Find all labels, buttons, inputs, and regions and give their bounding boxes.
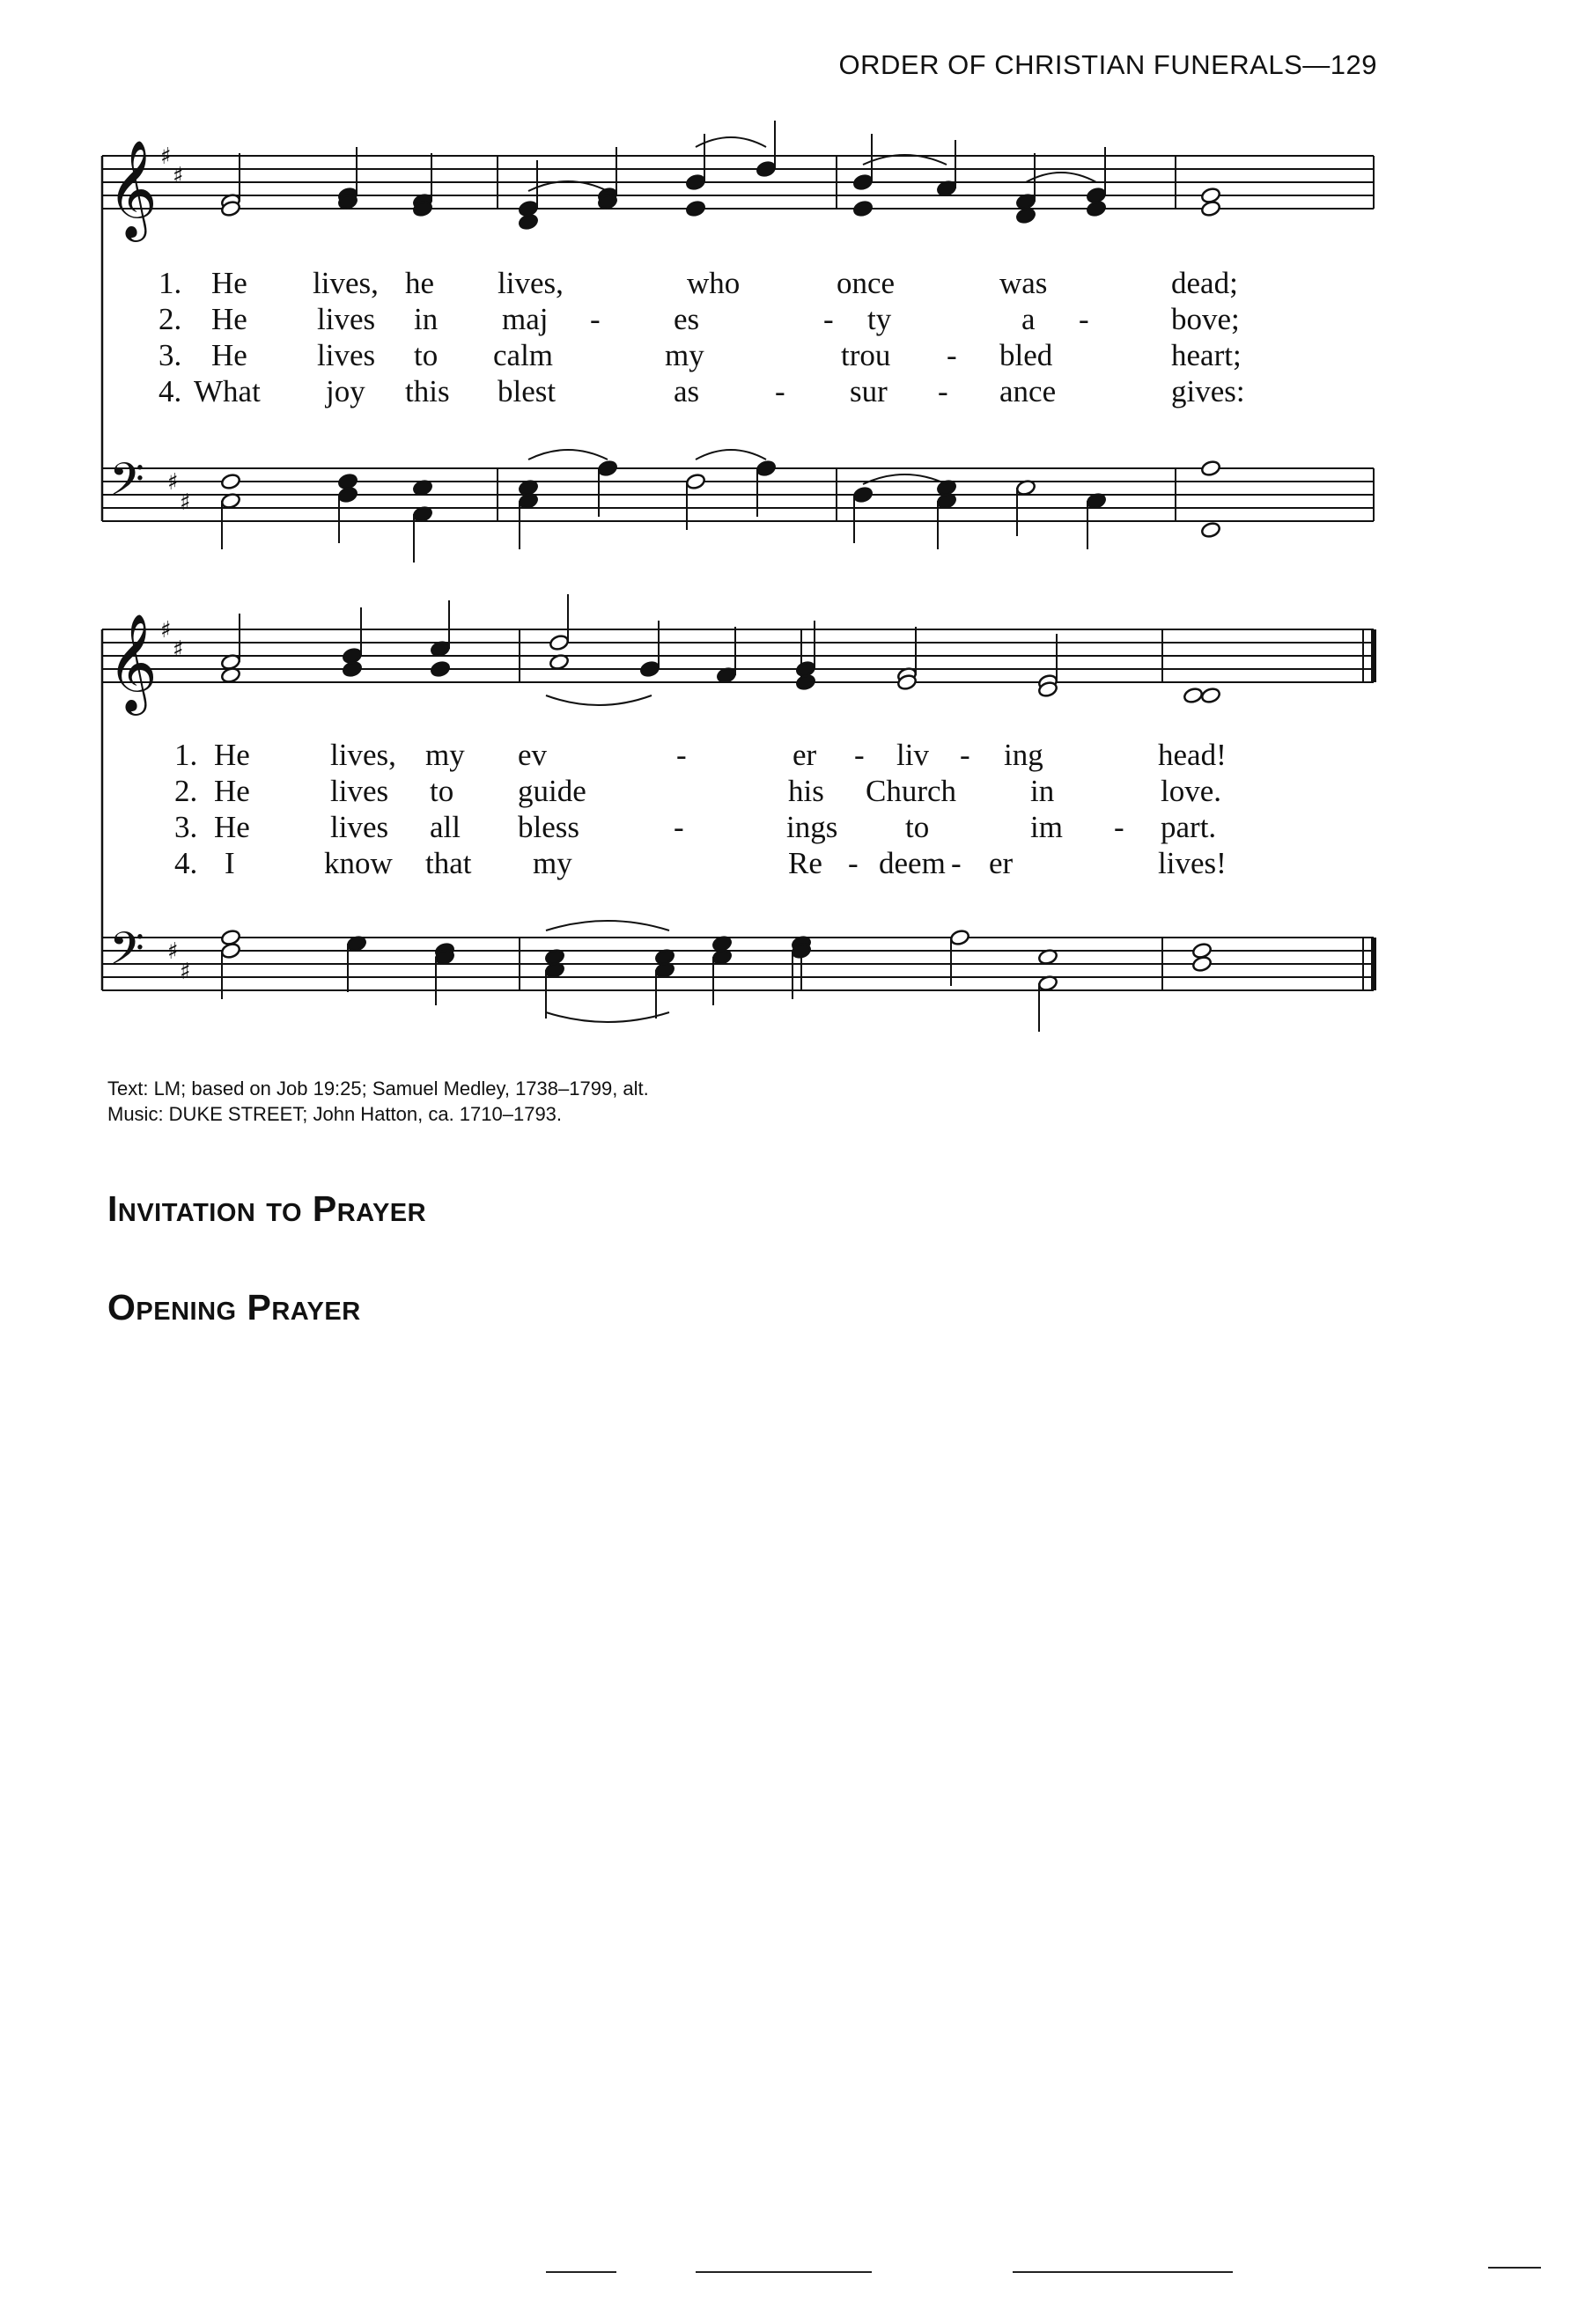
sharp-sign: ♯: [173, 163, 184, 189]
lyric-syllable: to: [414, 338, 439, 372]
lyric-syllable: love.: [1161, 774, 1222, 808]
lyric-syllable: head!: [1158, 738, 1227, 772]
lyric-syllable: in: [414, 302, 439, 336]
note-head: [756, 160, 777, 178]
sharp-sign: ♯: [167, 938, 179, 965]
note-head: [549, 634, 570, 651]
sharp-sign: ♯: [180, 489, 191, 516]
lyric-syllable: my: [533, 846, 572, 880]
lyric-syllable: -: [1114, 810, 1124, 844]
lyric-syllable: in: [1030, 774, 1055, 808]
lyric-syllable: -: [674, 810, 684, 844]
lyric-syllable: -: [775, 374, 785, 408]
lyric-syllable: -: [947, 338, 957, 372]
lyric-syllable: lives: [330, 774, 389, 808]
lyric-syllable: -: [960, 738, 970, 772]
note-head: [220, 942, 241, 960]
lyric-syllable: ings: [786, 810, 838, 844]
lyric-syllable: ty: [867, 302, 892, 336]
slur: [1026, 173, 1096, 182]
lyric-syllable: to: [905, 810, 930, 844]
bass-clef: 𝄢: [109, 922, 144, 986]
lyric-syllable: He: [211, 302, 247, 336]
note-head: [342, 660, 363, 678]
note-head: [685, 173, 706, 191]
lyric-syllable: ev: [518, 738, 548, 772]
note-head: [685, 473, 706, 490]
note-head: [337, 486, 358, 504]
music-credit: Music: DUKE STREET; John Hatton, ca. 1710–1793.: [107, 1103, 563, 1125]
note-head: [852, 173, 874, 191]
lyric-syllable: a: [1021, 302, 1036, 336]
lyric-syllable: 4.: [158, 374, 182, 408]
running-header: ORDER OF CHRISTIAN FUNERALS—129: [838, 49, 1377, 80]
treble-clef: 𝄞: [107, 613, 158, 711]
sharp-sign: ♯: [180, 959, 191, 985]
lyric-syllable: my: [425, 738, 465, 772]
slur: [546, 921, 669, 930]
slur: [696, 137, 766, 147]
note-head: [1200, 200, 1221, 217]
lyric-syllable: gives:: [1171, 374, 1245, 408]
note-head: [1200, 460, 1221, 477]
note-head: [1183, 687, 1204, 704]
lyric-syllable: Re: [788, 846, 822, 880]
lyric-syllable: -: [938, 374, 948, 408]
footer-rule: [546, 2271, 616, 2273]
note-head: [430, 660, 451, 678]
lyric-syllable: -: [1079, 302, 1089, 336]
invitation-to-prayer-heading: Invitation to Prayer: [107, 1188, 427, 1229]
lyric-syllable: lives: [317, 302, 376, 336]
hymn-credits: [107, 1076, 649, 1127]
treble-clef: 𝄞: [107, 139, 158, 238]
sharp-sign: ♯: [173, 636, 184, 663]
note-head: [1200, 687, 1221, 704]
lyric-syllable: -: [823, 302, 834, 336]
lyric-syllable: know: [324, 846, 393, 880]
lyric-syllable: ance: [999, 374, 1057, 408]
lyric-syllable: lives,: [313, 266, 379, 300]
lyric-syllable: -: [848, 846, 859, 880]
lyric-syllable: He: [211, 338, 247, 372]
lyric-syllable: heart;: [1171, 338, 1242, 372]
bass-clef: 𝄢: [109, 452, 144, 517]
lyric-syllable: calm: [493, 338, 554, 372]
lyric-syllable: I: [225, 846, 235, 880]
lyric-syllable: guide: [518, 774, 586, 808]
lyric-syllable: my: [665, 338, 704, 372]
text-credit: Text: LM; based on Job 19:25; Samuel Medley, 1738–1799, alt.: [107, 1077, 649, 1099]
note-head: [597, 460, 618, 477]
sharp-sign: ♯: [160, 143, 172, 170]
lyric-syllable: deem: [879, 846, 946, 880]
lyric-syllable: He: [211, 266, 247, 300]
lyric-syllable: liv: [896, 738, 929, 772]
lyric-syllable: es: [674, 302, 700, 336]
lyric-syllable: 1.: [174, 738, 198, 772]
lyric-syllable: 2.: [174, 774, 198, 808]
lyric-syllable: 3.: [174, 810, 198, 844]
lyric-syllable: -: [590, 302, 601, 336]
footer-rule: [1013, 2271, 1233, 2273]
note-head: [756, 460, 777, 477]
lyric-syllable: lives!: [1158, 846, 1227, 880]
note-head: [949, 929, 970, 946]
lyric-syllable: sur: [850, 374, 888, 408]
lyric-syllable: that: [425, 846, 472, 880]
lyric-syllable: his: [788, 774, 824, 808]
lyric-syllable: maj: [502, 302, 549, 336]
lyric-syllable: -: [676, 738, 687, 772]
lyric-syllable: lives: [330, 810, 389, 844]
note-head: [1015, 207, 1036, 224]
slur: [546, 1012, 669, 1022]
lyric-syllable: im: [1030, 810, 1063, 844]
lyric-syllable: ing: [1004, 738, 1043, 772]
note-head: [852, 200, 874, 217]
lyric-syllable: 1.: [158, 266, 182, 300]
lyric-syllable: er: [989, 846, 1014, 880]
lyric-syllable: part.: [1161, 810, 1217, 844]
lyric-syllable: bove;: [1171, 302, 1240, 336]
lyric-syllable: He: [214, 738, 250, 772]
note-head: [685, 200, 706, 217]
lyric-syllable: bled: [999, 338, 1053, 372]
lyric-syllable: lives,: [498, 266, 564, 300]
lyric-syllable: trou: [841, 338, 891, 372]
note-head: [518, 200, 539, 217]
lyric-syllable: lives: [317, 338, 376, 372]
sharp-sign: ♯: [167, 469, 179, 496]
lyric-syllable: lives,: [330, 738, 396, 772]
lyric-syllable: once: [837, 266, 896, 300]
lyric-syllable: bless: [518, 810, 579, 844]
lyric-syllable: What: [194, 374, 261, 408]
lyric-syllable: was: [999, 266, 1048, 300]
note-head: [639, 660, 660, 678]
lyric-syllable: He: [214, 810, 250, 844]
lyric-syllable: to: [430, 774, 454, 808]
lyric-syllable: -: [854, 738, 865, 772]
opening-prayer-heading: Opening Prayer: [107, 1287, 361, 1327]
slur: [863, 474, 947, 484]
lyric-syllable: Church: [866, 774, 957, 808]
hymn-score: [0, 0, 1585, 1056]
lyric-syllable: dead;: [1171, 266, 1238, 300]
slur: [528, 450, 608, 460]
slur: [546, 695, 652, 705]
note-head: [1200, 521, 1221, 539]
lyric-syllable: as: [674, 374, 700, 408]
lyric-syllable: 4.: [174, 846, 198, 880]
lyric-syllable: he: [405, 266, 435, 300]
sharp-sign: ♯: [160, 617, 172, 644]
lyric-syllable: all: [430, 810, 461, 844]
slur: [696, 450, 766, 460]
lyric-syllable: blest: [498, 374, 557, 408]
lyric-syllable: 3.: [158, 338, 182, 372]
lyric-syllable: who: [687, 266, 741, 300]
note-head: [852, 486, 874, 504]
lyric-syllable: joy: [326, 374, 365, 408]
note-head: [220, 473, 241, 490]
footer-rule: [696, 2271, 872, 2273]
note-head: [1191, 955, 1213, 973]
lyric-syllable: 2.: [158, 302, 182, 336]
note-head: [1086, 200, 1107, 217]
lyric-syllable: this: [405, 374, 450, 408]
lyric-syllable: He: [214, 774, 250, 808]
note-head: [795, 673, 816, 691]
footer-rule: [1488, 2267, 1541, 2269]
lyric-syllable: -: [951, 846, 962, 880]
lyric-syllable: er: [792, 738, 817, 772]
